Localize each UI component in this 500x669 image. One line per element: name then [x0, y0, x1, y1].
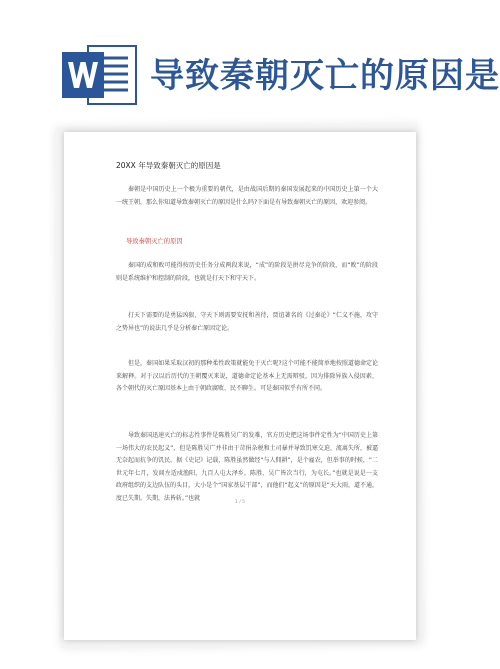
page-title: 导致秦朝灭亡的原因是 [150, 56, 500, 96]
section-label: 导致秦朝灭亡的原因 [126, 238, 183, 245]
paragraph-4: 导致秦国迅速灭亡的标志性事件是陈胜吴广的发难，官方历史把这场事件定性为“中国历史上第一场伟大的农民起义”，但是陈胜吴广并非由于苛捐杂税和土司暴并导致饥寒交迫、流离失所，被逼无奈起而抗争的饥民。据《史记》记载，陈胜虽然做经“与人佣耕”，是个雇农，但举事的时候，“二世元年七月，发闾左适戍渔阳，九百人屯大泽乡。陈胜、吴广皆次当行，为屯长。”也就是说是一支政府组织的支边队伍的头目，大小是个“国家基层干部”，而他们“起义”的原因是“天大雨，道不通，度已失期。失期，法皆斩。”也就 [116, 432, 378, 502]
intro-paragraph: 秦朝是中国历史上一个极为重要的朝代，是由战国后期的秦国发展起来的中国历史上第一个大一统王朝，那么你知道导致秦朝灭亡的原因是什么吗?下面是有导致秦朝灭亡的原因，欢迎参阅。 [116, 186, 378, 206]
paragraph-1: 秦国的成和败可能得按历史任务分成两段来说，“成”的阶段是拼尽竞争的阶段，而“败”的阶段则是系统维护和控制的阶段，也就是打天下和守天下。 [116, 262, 378, 282]
paragraph-2: 打天下需要的是勇猛凶狠，守天下则需要安抚和善待，贾谊著名的《过秦论》“仁义不施，攻守之势异也”的说法几乎是分析秦亡原因定论。 [116, 312, 378, 332]
document-heading: 20XX 年导致秦朝灭亡的原因是 [116, 161, 221, 170]
paragraph-3: 但是，秦国如果采取汉初的那种柔性政策就能免于灭亡呢?这个可能不能简单地按照道德命定论来解释。对于汉以后历代的王朝覆灭来说，道德命定论基本上无需辩驳，因为排除异族入侵因素，各个朝代的灭亡原因基本上由于朝政腐败、民不聊生。可是秦国似乎有所不同。 [116, 360, 378, 392]
page-number: 1 / 5 [234, 500, 246, 505]
word-document-icon [62, 44, 138, 106]
document-page [64, 132, 416, 640]
